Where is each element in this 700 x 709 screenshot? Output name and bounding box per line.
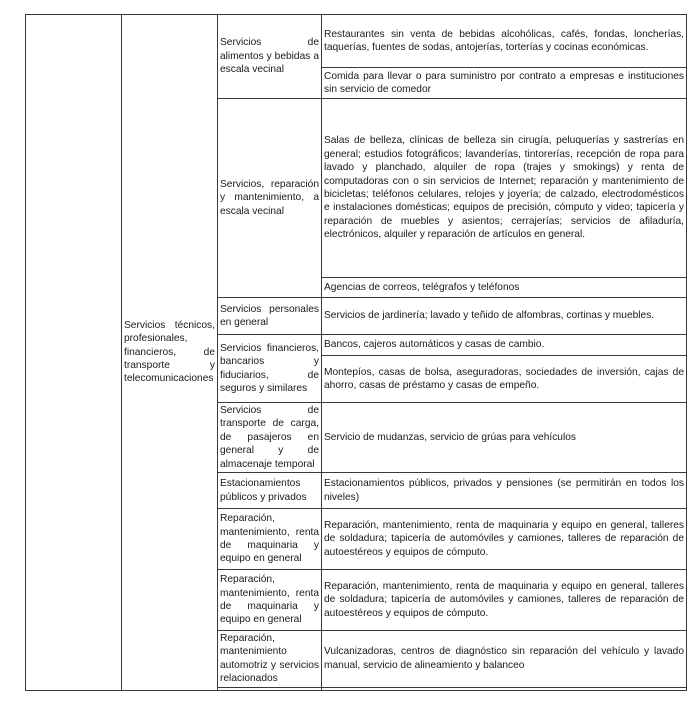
use-cell: Bancos, cajeros automáticos y casas de cambio.	[322, 335, 687, 356]
blank-cell	[322, 687, 687, 690]
use-cell: Reparación, mantenimiento, renta de maquinaria y equipo en general, talleres de soldadura; tapicería de automóviles y camiones, talleres de reparación de autoestéreos y equipos de cómputo.	[322, 509, 687, 570]
use-cell: Comida para llevar o para suministro por contrato a empresas e instituciones sin servicio de comedor	[322, 68, 687, 99]
land-use-table	[25, 14, 687, 691]
subcategory-cell: Servicios, reparación y mantenimiento, a escala vecinal	[218, 99, 322, 298]
use-cell: Vulcanizadoras, centros de diagnóstico sin reparación del vehículo y lavado manual, servicio de alineamiento y balanceo	[322, 631, 687, 688]
category-cell: Servicios técnicos, profesionales, financieros, de transporte y telecomunicaciones	[122, 15, 218, 691]
use-cell: Restaurantes sin venta de bebidas alcohólicas, cafés, fondas, loncherías, taquerías, fuentes de sodas, antojerías, torterías y cocinas económicas.	[322, 15, 687, 68]
use-cell: Servicio de mudanzas, servicio de grúas para vehículos	[322, 403, 687, 473]
subcategory-cell: Reparación, mantenimiento, renta de maquinaria y equipo en general	[218, 509, 322, 570]
subcategory-cell: Servicios de transporte de carga, de pasajeros en general y de almacenaje temporal	[218, 403, 322, 473]
subcategory-cell: Reparación, mantenimiento, renta de maquinaria y equipo en general	[218, 570, 322, 631]
use-cell: Estacionamientos públicos, privados y pensiones (se permitirán en todos los niveles)	[322, 473, 687, 509]
blank-cell	[218, 687, 322, 690]
subcategory-cell: Reparación, mantenimiento automotriz y servicios relacionados	[218, 631, 322, 688]
subcategory-cell: Servicios de alimentos y bebidas a escala vecinal	[218, 15, 322, 99]
use-cell: Reparación, mantenimiento, renta de maquinaria y equipo en general, talleres de soldadura; tapicería de automóviles y camiones, talleres de reparación de autoestéreos y equipos de cómputo.	[322, 570, 687, 631]
table-row	[26, 15, 687, 68]
blank-cell	[26, 15, 122, 691]
use-cell: Salas de belleza, clínicas de belleza sin cirugía, peluquerías y sastrerías en general; estudios fotográficos; lavanderías, tintorerías, recepción de ropa para lavado y planchado, alquiler de ropa (trajes y smokings) y renta de computadoras con o sin servicios de Internet; reparación y mantenimiento de bicicletas; teléfonos celulares, relojes y joyería; de calzado, electrodomésticos e instalaciones domésticas; equipos de precisión, cómputo y video; tapicería y reparación de muebles y asientos; cerrajerías; servicios de afiladuría, electrónicos, alquiler y reparación de artículos en general.	[322, 99, 687, 278]
subcategory-cell: Estacionamientos públicos y privados	[218, 473, 322, 509]
subcategory-cell: Servicios personales en general	[218, 298, 322, 335]
use-cell: Montepíos, casas de bolsa, aseguradoras, sociedades de inversión, cajas de ahorro, casas de préstamo y casas de empeño.	[322, 356, 687, 403]
use-cell: Servicios de jardinería; lavado y teñido de alfombras, cortinas y muebles.	[322, 298, 687, 335]
use-cell: Agencias de correos, telégrafos y teléfonos	[322, 278, 687, 298]
subcategory-cell: Servicios financieros, bancarios y fiduciarios, de seguros y similares	[218, 335, 322, 403]
